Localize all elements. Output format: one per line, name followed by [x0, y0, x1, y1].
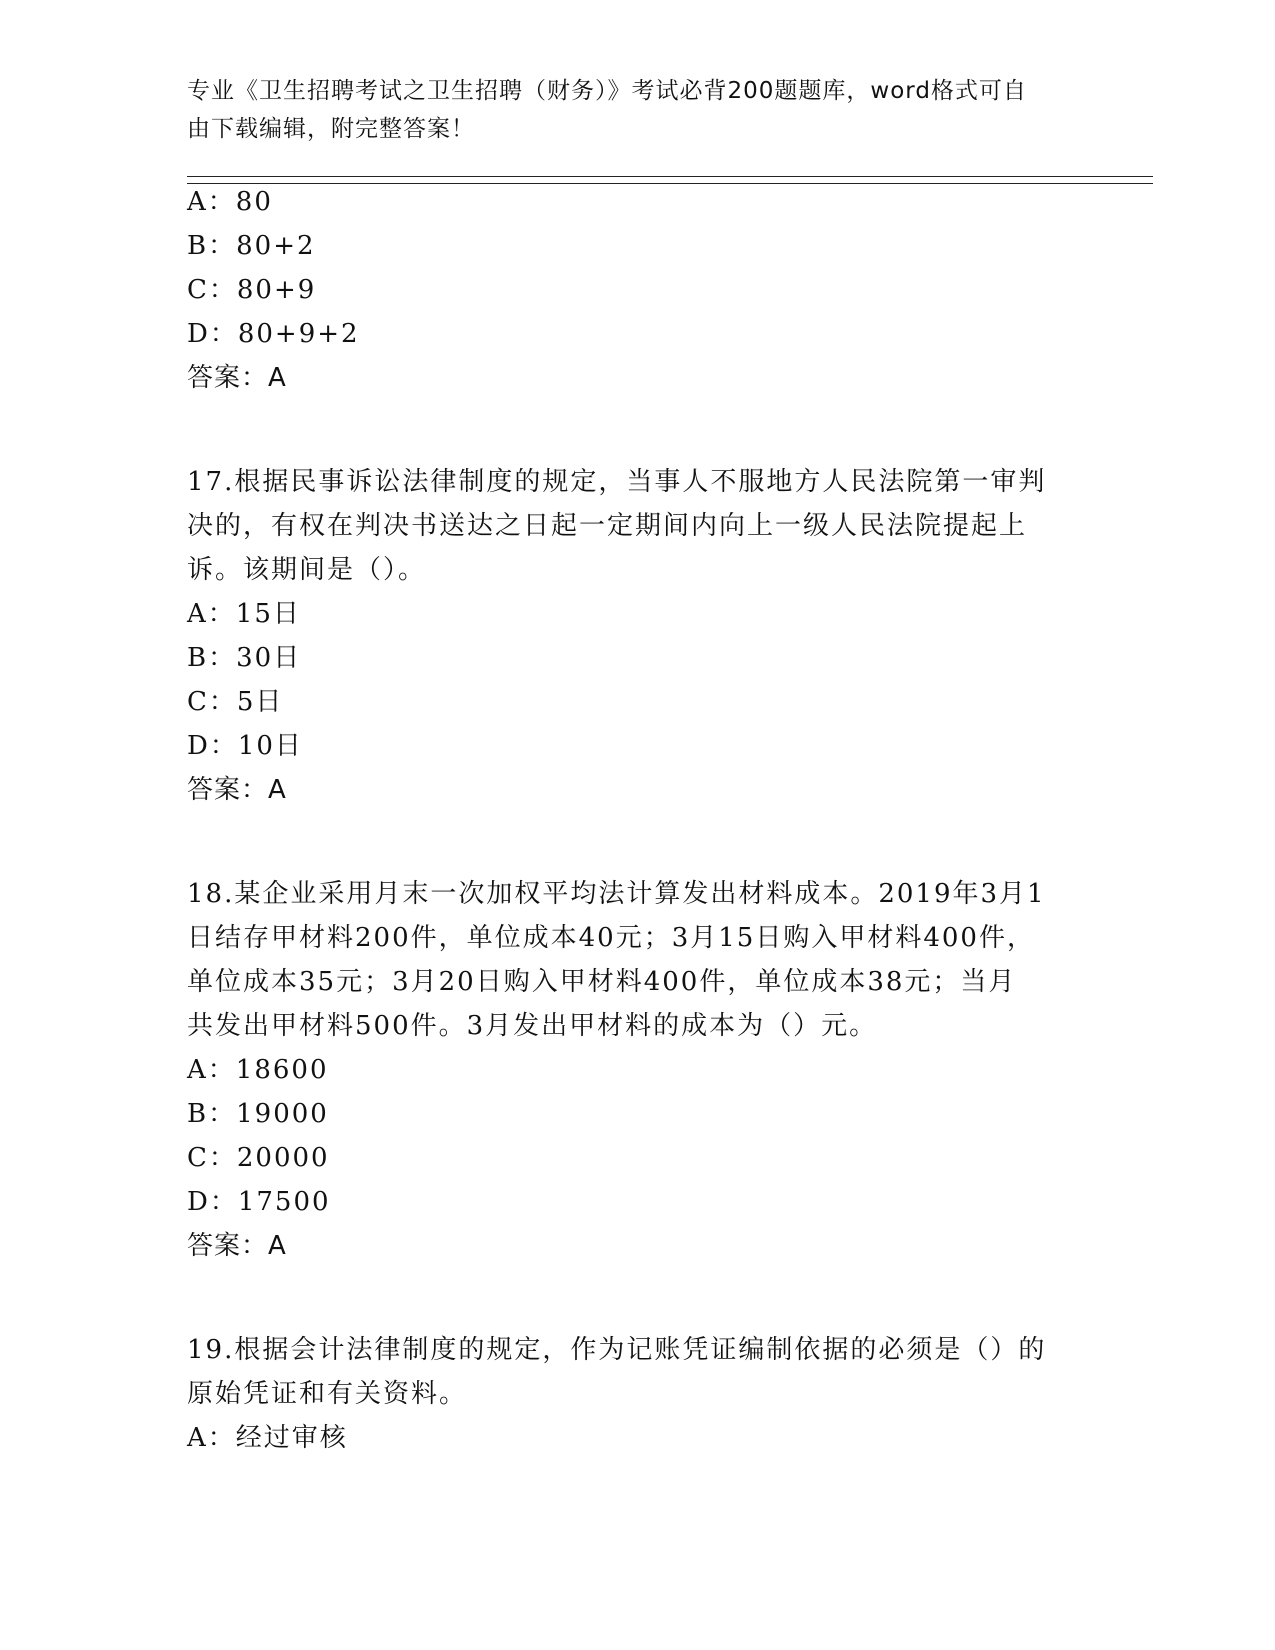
q18-stem-line-2: 日结存甲材料200件，单位成本40元；3月15日购入甲材料400件，: [187, 923, 1035, 953]
q18-answer: 答案：A: [187, 1231, 287, 1261]
q17-stem-line-3: 诉。该期间是（）。: [187, 555, 427, 585]
q16-option-b: B：80+2: [187, 231, 316, 261]
header-line-1: 专业《卫生招聘考试之卫生招聘（财务）》考试必背200题题库，word格式可自: [187, 78, 1027, 104]
q17-answer: 答案：A: [187, 775, 287, 805]
q16-answer: 答案：A: [187, 363, 287, 393]
q19-stem-line-1: 19.根据会计法律制度的规定，作为记账凭证编制依据的必须是（）的: [187, 1335, 1047, 1365]
header-divider-bottom: [187, 183, 1153, 184]
q16-option-a: A：80: [187, 187, 273, 217]
q18-stem-line-4: 共发出甲材料500件。3月发出甲材料的成本为（）元。: [187, 1011, 878, 1041]
q17-option-d: D：10日: [187, 731, 303, 761]
q19-stem-line-2: 原始凭证和有关资料。: [187, 1379, 468, 1409]
q17-option-a: A：15日: [187, 599, 301, 629]
q18-option-d: D：17500: [187, 1187, 331, 1217]
document-header: [187, 72, 1067, 148]
q18-stem-line-1: 18.某企业采用月末一次加权平均法计算发出材料成本。2019年3月1: [187, 879, 1046, 909]
header-divider-top: [187, 176, 1153, 177]
q19-option-a: A：经过审核: [187, 1423, 348, 1453]
q18-stem-line-3: 单位成本35元；3月20日购入甲材料400件，单位成本38元；当月: [187, 967, 1017, 997]
q17-stem-line-2: 决的，有权在判决书送达之日起一定期间内向上一级人民法院提起上: [187, 511, 1028, 541]
header-line-2: 由下载编辑，附完整答案！: [187, 116, 475, 142]
q18-option-c: C：20000: [187, 1143, 330, 1173]
q17-stem-line-1: 17.根据民事诉讼法律制度的规定，当事人不服地方人民法院第一审判: [187, 467, 1047, 497]
q16-option-d: D：80+9+2: [187, 319, 360, 349]
q17-option-b: B：30日: [187, 643, 302, 673]
q16-option-c: C：80+9: [187, 275, 317, 305]
q18-option-a: A：18600: [187, 1055, 329, 1085]
q17-option-c: C：5日: [187, 687, 284, 717]
q18-option-b: B：19000: [187, 1099, 329, 1129]
